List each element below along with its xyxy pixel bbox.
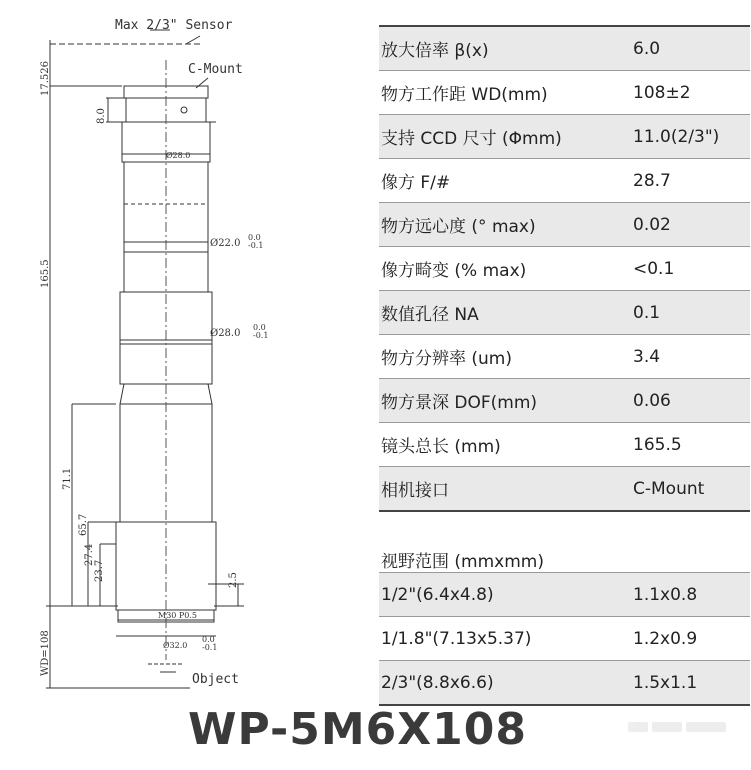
dia-32: Ø32.0 — [163, 641, 188, 650]
dim-17-526: 17.526 — [40, 61, 51, 96]
spec-label: 物方工作距 WD(mm) — [379, 71, 633, 115]
spec-row — [379, 335, 750, 379]
thread-label: M30 P0.5 — [158, 611, 198, 620]
spec-row — [379, 203, 750, 247]
spec-value: 0.06 — [633, 379, 750, 423]
spec-row — [379, 71, 750, 115]
dim-23-7: 23.7 — [94, 559, 105, 582]
tol-32-bot: -0.1 — [202, 643, 218, 652]
spec-label: 放大倍率 β(x) — [379, 26, 633, 71]
spec-row — [379, 467, 750, 512]
spec-value: 165.5 — [633, 423, 750, 467]
tol-28-top: 0.0 — [253, 323, 266, 332]
spec-value: 28.7 — [633, 159, 750, 203]
spec-value: C-Mount — [633, 467, 750, 512]
spec-row — [379, 379, 750, 423]
spec-row — [379, 26, 750, 71]
fov-value: 1.5x1.1 — [633, 661, 750, 706]
object-label: Object — [192, 672, 239, 687]
spec-label: 物方景深 DOF(mm) — [379, 379, 633, 423]
dim-27-4: 27.4 — [84, 543, 95, 566]
dim-65-7: 65.7 — [78, 513, 89, 536]
spec-label: 像方 F/# — [379, 159, 633, 203]
dia-22: Ø22.0 — [210, 238, 241, 249]
spec-value: 108±2 — [633, 71, 750, 115]
spec-value: 3.4 — [633, 335, 750, 379]
spec-value: <0.1 — [633, 247, 750, 291]
lens-dimension-drawing — [0, 0, 375, 700]
spec-label: 数值孔径 NA — [379, 291, 633, 335]
fov-row — [379, 573, 750, 617]
spec-value: 0.1 — [633, 291, 750, 335]
spec-value: 6.0 — [633, 26, 750, 71]
tol-22-bot: -0.1 — [248, 241, 264, 250]
fov-sensor: 2/3"(8.8x6.6) — [379, 661, 633, 706]
fov-sensor: 1/1.8"(7.13x5.37) — [379, 617, 633, 661]
tol-22-top: 0.0 — [248, 233, 261, 242]
spec-row — [379, 159, 750, 203]
dim-wd: WD=108 — [40, 630, 51, 676]
spec-value: 0.02 — [633, 203, 750, 247]
mount-label: C-Mount — [188, 62, 243, 77]
spec-table — [379, 25, 750, 706]
fov-header-row — [379, 511, 750, 573]
dim-8: 8.0 — [96, 108, 107, 124]
spec-label: 物方分辨率 (um) — [379, 335, 633, 379]
dim-71-1: 71.1 — [62, 467, 73, 490]
dim-2-5: 2.5 — [228, 572, 239, 588]
model-title: WP-5M6X108 — [187, 704, 528, 755]
spec-label: 镜头总长 (mm) — [379, 423, 633, 467]
spec-row — [379, 115, 750, 159]
fov-row — [379, 617, 750, 661]
dia-28-upper: Ø28.0 — [166, 151, 191, 160]
fov-value: 1.1x0.8 — [633, 573, 750, 617]
spec-label: 相机接口 — [379, 467, 633, 512]
dim-165-5: 165.5 — [40, 259, 51, 288]
spec-label: 支持 CCD 尺寸 (Φmm) — [379, 115, 633, 159]
spec-label: 物方远心度 (° max) — [379, 203, 633, 247]
dia-28-middle: Ø28.0 — [210, 328, 241, 339]
fov-sensor: 1/2"(6.4x4.8) — [379, 573, 633, 617]
tol-32-top: 0.0 — [202, 635, 215, 644]
fov-header: 视野范围 (mmxmm) — [379, 511, 750, 573]
sensor-label: Max 2/3" Sensor — [115, 18, 233, 33]
fov-value: 1.2x0.9 — [633, 617, 750, 661]
fov-row — [379, 661, 750, 706]
spec-label: 像方畸变 (% max) — [379, 247, 633, 291]
spec-value: 11.0(2/3") — [633, 115, 750, 159]
tol-28-bot: -0.1 — [253, 331, 269, 340]
spec-row — [379, 247, 750, 291]
spec-row — [379, 423, 750, 467]
spec-row — [379, 291, 750, 335]
watermark-logo — [628, 722, 748, 740]
